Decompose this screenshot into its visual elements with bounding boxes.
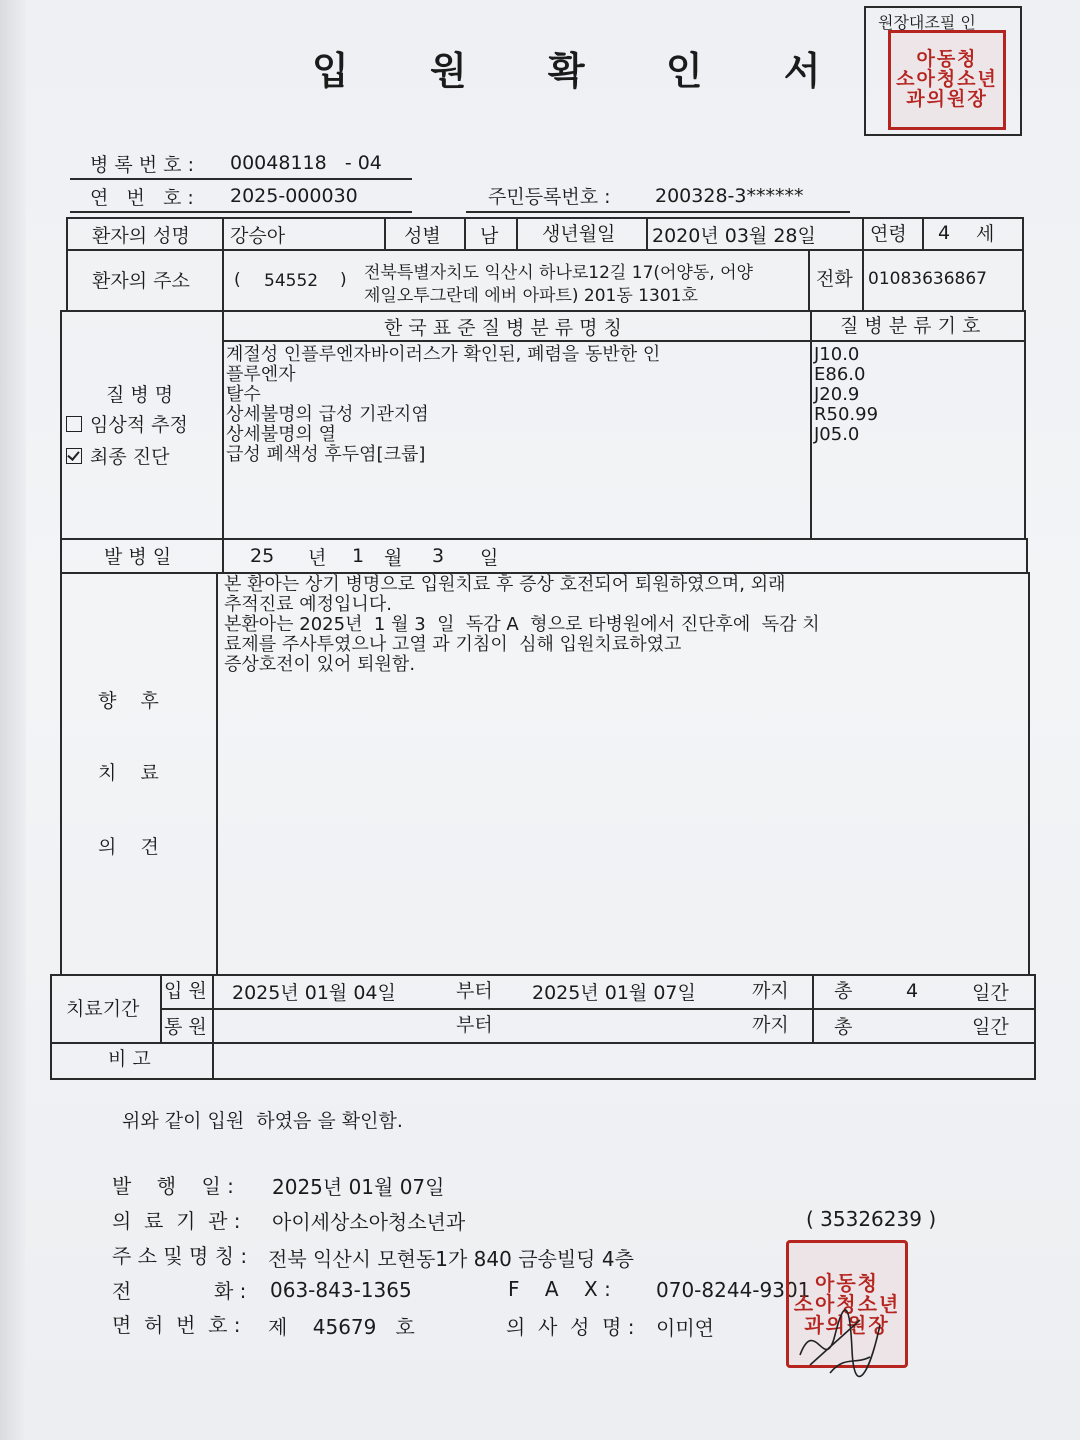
patient-zip-value: 54552 — [264, 271, 319, 291]
diagnosis-section-label: 질 병 명 — [106, 384, 174, 406]
patient-age-label: 연령 — [870, 223, 907, 245]
patient-age-unit: 세 — [976, 223, 995, 245]
inpatient-label: 입 원 — [164, 980, 207, 1002]
inpatient-to: 2025년 01월 07일 — [532, 982, 696, 1004]
rrn-underline — [466, 211, 850, 213]
inpatient-days-unit: 일간 — [972, 982, 1009, 1004]
disease-codes-list: J10.0 E86.0 J20.9 R50.99 J05.0 — [814, 344, 879, 445]
patient-col-4 — [516, 217, 518, 249]
treatment-period-label: 치료기간 — [66, 998, 140, 1020]
treat-col-2 — [212, 974, 214, 1080]
seal-line-1: 아동청 — [916, 48, 978, 71]
patient-age-value: 4 — [938, 222, 951, 244]
treat-col-1 — [160, 974, 162, 1042]
patient-address-label: 환자의 주소 — [92, 270, 190, 292]
rrn-value: 200328-3****** — [655, 185, 804, 207]
patient-col-3 — [464, 217, 466, 249]
license-label: 면 허 번 호 : — [112, 1313, 241, 1337]
onset-label: 발 병 일 — [104, 546, 172, 568]
outpatient-label: 통 원 — [164, 1016, 207, 1038]
inpatient-total-word: 총 — [834, 980, 853, 1002]
serial-underline — [70, 211, 412, 213]
doctor-signature — [790, 1295, 890, 1385]
opinion-text: 본 환아는 상기 병명으로 입원치료 후 증상 호전되어 퇴원하였으며, 외래 추적진료 예정입니다. 본환아는 2025년 1 월 3 일 독감 A 형으로 타병원에서 진단후에 독감 치 료제를 주사투였으나 고열 과 기침이 심해 입원치료하였고 증상호전이 있어 퇴원함. — [224, 574, 820, 675]
opinion-label-3: 의 견 — [98, 836, 159, 858]
serial-number-label: 연 번 호 : — [90, 187, 194, 209]
clinical-checkbox[interactable] — [66, 416, 82, 432]
confirm-text: 위와 같이 입원 하였음 을 확인함. — [122, 1110, 403, 1132]
diag-header-divider — [222, 340, 1026, 342]
patient-col-8 — [808, 249, 810, 312]
patient-phone-label: 전화 — [816, 268, 853, 290]
seal-stamp-top — [888, 30, 1006, 130]
patient-name-label: 환자의 성명 — [92, 225, 190, 247]
opinion-label-2: 치 료 — [98, 762, 159, 784]
bottom-seal-line-1: 아동청 — [815, 1270, 879, 1295]
patient-dob-value: 2020년 03월 28일 — [652, 225, 816, 247]
phone-value: 063-843-1365 — [270, 1278, 412, 1302]
patient-address-line1: 전북특별자치도 익산시 하나로12길 17(어양동, 어양 — [364, 263, 753, 283]
treat-col-3 — [812, 974, 814, 1042]
doctor-label: 의 사 성 명 : — [506, 1315, 635, 1339]
license-value: 제 45679 호 — [268, 1315, 415, 1339]
issue-date-label: 발 행 일 : — [112, 1174, 234, 1198]
inpatient-from-word: 부터 — [456, 980, 493, 1002]
patient-col-6 — [862, 217, 864, 249]
option-clinical-label: 임상적 추정 — [90, 414, 188, 436]
patient-sex-label: 성별 — [404, 225, 441, 247]
record-underline — [70, 178, 412, 180]
onset-year: 25 — [250, 545, 275, 567]
doctor-value: 이미연 — [656, 1316, 714, 1340]
seal-line-2: 소아청소년 — [896, 68, 998, 91]
onset-year-unit: 년 — [308, 547, 327, 569]
patient-col-7 — [922, 217, 924, 249]
bottom-seal-line-3: 과의원장 — [804, 1312, 890, 1337]
institution-label: 의 료 기 관 : — [112, 1209, 241, 1233]
patient-col-2 — [384, 217, 386, 249]
patient-dob-label: 생년월일 — [542, 223, 616, 245]
zip-close-paren: ) — [340, 270, 347, 290]
treat-row-2 — [50, 1042, 1036, 1044]
remark-label: 비 고 — [108, 1048, 151, 1070]
opinion-col — [216, 572, 218, 976]
onset-day-unit: 일 — [480, 547, 499, 569]
onset-day: 3 — [432, 545, 445, 567]
patient-sex-value: 남 — [480, 225, 499, 247]
inpatient-from: 2025년 01월 04일 — [232, 982, 396, 1004]
record-number-value: 00048118 - 04 — [230, 152, 382, 174]
address-value: 전북 익산시 모현동1가 840 금송빌딩 4층 — [268, 1247, 634, 1271]
patient-row-divider — [66, 249, 1024, 251]
issue-date-value: 2025년 01월 07일 — [272, 1175, 445, 1199]
serial-number-value: 2025-000030 — [230, 185, 358, 207]
onset-month: 1 — [352, 545, 365, 567]
zip-open-paren: ( — [234, 270, 241, 290]
outpatient-to-word: 까지 — [752, 1014, 789, 1036]
option-final-label: 최종 진단 — [90, 446, 170, 468]
inpatient-days: 4 — [906, 980, 919, 1002]
onset-month-unit: 월 — [384, 547, 403, 569]
institution-code: ( 35326239 ) — [806, 1207, 937, 1231]
verification-stamp-box — [864, 6, 1022, 136]
diag-col-2 — [810, 310, 812, 540]
record-number-label: 병 록 번 호 : — [90, 154, 194, 176]
patient-phone-value: 01083636867 — [868, 269, 987, 289]
option-clinical — [66, 410, 188, 437]
onset-row — [60, 538, 1028, 574]
opinion-label-1: 향 후 — [98, 690, 159, 712]
disease-names-list: 계절성 인플루엔자바이러스가 확인된, 폐렴을 동반한 인 플루엔자 탈수 상세불명의 급성 기관지염 상세불명의 열 급성 폐색성 후두염[크룹] — [226, 344, 661, 465]
outpatient-total-word: 총 — [834, 1016, 853, 1038]
address-label: 주 소 및 명 칭 : — [112, 1244, 248, 1268]
outpatient-days-unit: 일간 — [972, 1016, 1009, 1038]
patient-address-line2: 제일오투그란데 에버 아파트) 201동 1301호 — [364, 286, 698, 306]
rrn-label: 주민등록번호 : — [488, 186, 611, 208]
final-checkbox[interactable] — [66, 448, 82, 464]
document-title: 입 원 확 인 서 — [312, 49, 855, 93]
seal-line-3: 과의원장 — [906, 87, 988, 110]
option-final — [66, 442, 169, 469]
diag-col-1 — [222, 310, 224, 540]
bottom-seal-line-2: 소아청소년 — [793, 1291, 901, 1316]
patient-name-value: 강승아 — [230, 225, 286, 247]
disease-code-header: 질 병 분 류 기 호 — [840, 315, 981, 337]
outpatient-from-word: 부터 — [456, 1014, 493, 1036]
patient-col-5 — [646, 217, 648, 249]
onset-col — [222, 538, 224, 574]
treat-row-1 — [160, 1008, 1036, 1010]
inpatient-to-word: 까지 — [752, 980, 789, 1002]
disease-name-header: 한 국 표 준 질 병 분 류 명 칭 — [384, 317, 622, 339]
verification-stamp-label: 원장대조필 인 — [878, 13, 976, 32]
patient-col-9 — [862, 249, 864, 312]
institution-value: 아이세상소아청소년과 — [272, 1210, 466, 1234]
patient-col-1 — [222, 217, 224, 312]
fax-label: F A X : — [508, 1277, 611, 1301]
paper-edge-shadow — [0, 0, 26, 1440]
fax-value: 070-8244-9301 — [656, 1278, 811, 1302]
phone-label: 전 화 : — [112, 1279, 247, 1303]
